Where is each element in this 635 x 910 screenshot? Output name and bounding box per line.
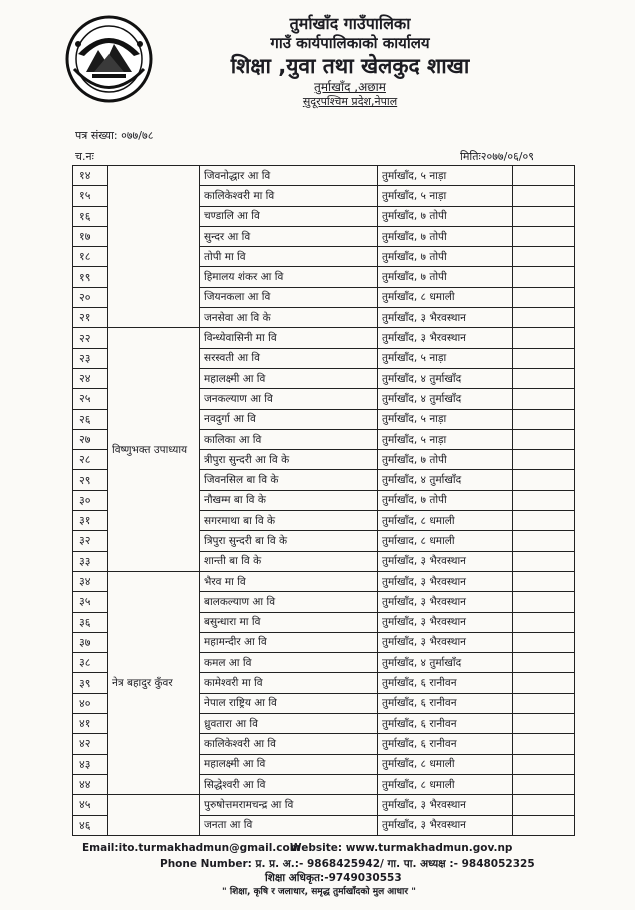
serial-number-cell: ४६ (73, 815, 108, 835)
address-cell: तुर्माखाँद, ८ धमाली (378, 754, 513, 774)
blank-cell (513, 206, 575, 226)
school-name-cell: कालिका आ वि (200, 429, 378, 449)
serial-number-cell: २५ (73, 389, 108, 409)
blank-cell (513, 267, 575, 287)
address-cell: तुर्माखाँद, ३ भैरवस्थान (378, 612, 513, 632)
blank-cell (513, 470, 575, 490)
school-name-cell: जिवनोद्धार आ वि (200, 166, 378, 186)
blank-cell (513, 166, 575, 186)
serial-number-cell: ४३ (73, 754, 108, 774)
address-cell: तुर्माखाँद, ३ भैरवस्थान (378, 592, 513, 612)
school-name-cell: जिवनसिल बा वि के (200, 470, 378, 490)
reference-number: पत्र संख्या: ०७७/७८ (75, 129, 154, 142)
footer-website: Website: www.turmakhadmun.gov.np (290, 842, 513, 854)
serial-number-cell: ३८ (73, 653, 108, 673)
serial-number-cell: २८ (73, 450, 108, 470)
address-cell: तुर्माखाँद, ५ नाड़ा (378, 429, 513, 449)
blank-cell (513, 247, 575, 267)
address-cell: तुर्माखाँद, ८ धमाली (378, 774, 513, 794)
school-name-cell: सगरमाथा बा वि के (200, 511, 378, 531)
school-name-cell: ध्रुवतारा आ वि (200, 714, 378, 734)
school-name-cell: नेपाल राष्ट्रिय आ वि (200, 693, 378, 713)
municipality-logo (64, 14, 154, 104)
school-name-cell: सिद्धेश्वरी आ वि (200, 774, 378, 794)
serial-number-cell: ४४ (73, 774, 108, 794)
school-name-cell: पुरुषोत्तमरामचन्द्र आ वि (200, 795, 378, 815)
address-cell: तुर्माखाँद, ६ रानीवन (378, 714, 513, 734)
teacher-cell (108, 795, 200, 836)
letterhead (180, 14, 520, 109)
footer-email: Email:ito.turmakhadmun@gmail.com (82, 842, 301, 854)
school-name-cell: भैरव मा वि (200, 571, 378, 591)
address-cell: तुर्माखाँद, ३ भैरवस्थान (378, 571, 513, 591)
serial-number-cell: ३५ (73, 592, 108, 612)
province-location: सुदूरपश्चिम प्रदेश,नेपाल (302, 95, 398, 108)
serial-number-cell: ४५ (73, 795, 108, 815)
address-cell: तुर्माखाँद, ३ भैरवस्थान (378, 308, 513, 328)
serial-number-cell: ३४ (73, 571, 108, 591)
blank-cell (513, 409, 575, 429)
table-row (73, 328, 575, 348)
section-name: शिक्षा ,युवा तथा खेलकुद शाखा (230, 54, 470, 78)
blank-cell (513, 754, 575, 774)
serial-number-cell: १९ (73, 267, 108, 287)
address-cell: तुर्माखाँद, ७ तोपी (378, 450, 513, 470)
school-name-cell: त्रिपुरा सुन्दरी बा वि के (200, 531, 378, 551)
address-cell: तुर्माखाँद, ७ तोपी (378, 247, 513, 267)
teacher-cell (108, 166, 200, 328)
serial-number-cell: १७ (73, 226, 108, 246)
address-cell: तुर्माखाँद, ४ तुर्माखाँद (378, 389, 513, 409)
address-cell: तुर्माखाँद, ३ भैरवस्थान (378, 551, 513, 571)
serial-number-cell: २० (73, 287, 108, 307)
blank-cell (513, 368, 575, 388)
address-cell: तुर्माखाँद, ७ तोपी (378, 267, 513, 287)
serial-number-cell: २४ (73, 368, 108, 388)
address-cell: तुर्माखाँद, ५ नाड़ा (378, 409, 513, 429)
blank-cell (513, 653, 575, 673)
address-cell: तुर्माखाँद, ६ रानीवन (378, 734, 513, 754)
address-cell: तुर्माखाँद, ४ तुर्माखाँद (378, 368, 513, 388)
blank-cell (513, 511, 575, 531)
address-cell: तुर्माखाँद, ८ धमाली (378, 511, 513, 531)
address-cell: तुर्माखाँद, ३ भैरवस्थान (378, 328, 513, 348)
blank-cell (513, 673, 575, 693)
address-cell: तुर्माखाँद, ५ नाड़ा (378, 186, 513, 206)
address-cell: तुर्माखाँद, ३ भैरवस्थान (378, 815, 513, 835)
school-name-cell: विन्ध्येवासिनी मा वि (200, 328, 378, 348)
office-name: गाउँ कार्यपालिकाको कार्यालय (270, 34, 430, 52)
serial-number-cell: २३ (73, 348, 108, 368)
school-name-cell: महालक्ष्मी आ वि (200, 754, 378, 774)
table-row (73, 795, 575, 815)
address-cell: तुर्माखाँद, ७ तोपी (378, 206, 513, 226)
serial-number-cell: ४२ (73, 734, 108, 754)
blank-cell (513, 328, 575, 348)
address-cell: तुर्माखाँद, ६ रानीवन (378, 693, 513, 713)
dispatch-number: च.नः (75, 150, 94, 163)
district-location: तुर्माखाँद ,अछाम (314, 80, 386, 94)
blank-cell (513, 592, 575, 612)
serial-number-cell: ४१ (73, 714, 108, 734)
serial-number-cell: ३३ (73, 551, 108, 571)
address-cell: तुर्माखाद, ८ धमाली (378, 531, 513, 551)
school-name-cell: महालक्ष्मी आ वि (200, 368, 378, 388)
footer-officer: शिक्षा अधिकृत:-9749030553 (265, 872, 402, 884)
table-row (73, 166, 575, 186)
blank-cell (513, 734, 575, 754)
address-cell: तुर्माखाँद, ४ तुर्माखाँद (378, 470, 513, 490)
serial-number-cell: २७ (73, 429, 108, 449)
address-cell: तुर्माखाँद, ३ भैरवस्थान (378, 795, 513, 815)
serial-number-cell: २६ (73, 409, 108, 429)
serial-number-cell: २२ (73, 328, 108, 348)
school-name-cell: जनकल्याण आ वि (200, 389, 378, 409)
teacher-cell: नेत्र बहादुर कुँवर (108, 571, 200, 794)
school-name-cell: जनता आ वि (200, 815, 378, 835)
school-name-cell: नौखम्म बा वि के (200, 490, 378, 510)
school-name-cell: महामन्दीर आ वि (200, 632, 378, 652)
school-name-cell: कामेश्वरी मा वि (200, 673, 378, 693)
blank-cell (513, 571, 575, 591)
address-cell: तुर्माखाँद, ६ रानीवन (378, 673, 513, 693)
school-name-cell: शान्ती बा वि के (200, 551, 378, 571)
blank-cell (513, 693, 575, 713)
serial-number-cell: २१ (73, 308, 108, 328)
municipality-name: तुर्माखाँद गाउँपालिका (289, 14, 411, 33)
school-name-cell: चण्डालि आ वि (200, 206, 378, 226)
teacher-cell: विष्णुभक्त उपाध्याय (108, 328, 200, 572)
blank-cell (513, 612, 575, 632)
school-name-cell: बालकल्याण आ वि (200, 592, 378, 612)
address-cell: तुर्माखाँद, ७ तोपी (378, 490, 513, 510)
school-name-cell: त्रीपुरा सुन्दरी आ वि के (200, 450, 378, 470)
blank-cell (513, 774, 575, 794)
school-name-cell: नवदुर्गा आ वि (200, 409, 378, 429)
school-name-cell: कालिकेश्वरी मा वि (200, 186, 378, 206)
school-name-cell: कालिकेश्वरी आ वि (200, 734, 378, 754)
serial-number-cell: २९ (73, 470, 108, 490)
serial-number-cell: १५ (73, 186, 108, 206)
blank-cell (513, 490, 575, 510)
blank-cell (513, 531, 575, 551)
school-name-cell: कमल आ वि (200, 653, 378, 673)
school-name-cell: सुन्दर आ वि (200, 226, 378, 246)
footer-phone: Phone Number: प्र. प्र. अ.:- 9868425942/ गा. पा. अध्यक्ष :- 9848052325 (160, 858, 535, 870)
address-cell: तुर्माखाँद, ८ धमाली (378, 287, 513, 307)
blank-cell (513, 632, 575, 652)
blank-cell (513, 348, 575, 368)
blank-cell (513, 714, 575, 734)
serial-number-cell: ३६ (73, 612, 108, 632)
serial-number-cell: ३१ (73, 511, 108, 531)
address-cell: तुर्माखाँद, ३ भैरवस्थान (378, 632, 513, 652)
address-cell: तुर्माखाँद, ५ नाड़ा (378, 348, 513, 368)
school-name-cell: बसुन्धारा मा वि (200, 612, 378, 632)
school-name-cell: जनसेवा आ वि के (200, 308, 378, 328)
serial-number-cell: १४ (73, 166, 108, 186)
letter-date: मितिः२०७७/०६/०९ (460, 150, 534, 163)
blank-cell (513, 429, 575, 449)
blank-cell (513, 551, 575, 571)
school-name-cell: सरस्वती आ वि (200, 348, 378, 368)
table-row (73, 571, 575, 591)
address-cell: तुर्माखाँद, ७ तोपी (378, 226, 513, 246)
serial-number-cell: ४० (73, 693, 108, 713)
serial-number-cell: ३२ (73, 531, 108, 551)
serial-number-cell: ३७ (73, 632, 108, 652)
school-name-cell: तोपी मा वि (200, 247, 378, 267)
school-name-cell: जियनकला आ वि (200, 287, 378, 307)
blank-cell (513, 226, 575, 246)
blank-cell (513, 308, 575, 328)
blank-cell (513, 287, 575, 307)
address-cell: तुर्माखाँद, ५ नाड़ा (378, 166, 513, 186)
address-cell: तुर्माखाँद, ४ तुर्माखाँद (378, 653, 513, 673)
school-name-cell: हिमालय शंकर आ वि (200, 267, 378, 287)
serial-number-cell: १६ (73, 206, 108, 226)
blank-cell (513, 186, 575, 206)
blank-cell (513, 450, 575, 470)
blank-cell (513, 815, 575, 835)
serial-number-cell: ३९ (73, 673, 108, 693)
serial-number-cell: १८ (73, 247, 108, 267)
school-assignment-table (72, 165, 574, 841)
blank-cell (513, 389, 575, 409)
serial-number-cell: ३० (73, 490, 108, 510)
blank-cell (513, 795, 575, 815)
footer-slogan: " शिक्षा, कृषि र जलाधार, समृद्ध तुर्माखाँदको मुल आधार " (222, 887, 416, 897)
